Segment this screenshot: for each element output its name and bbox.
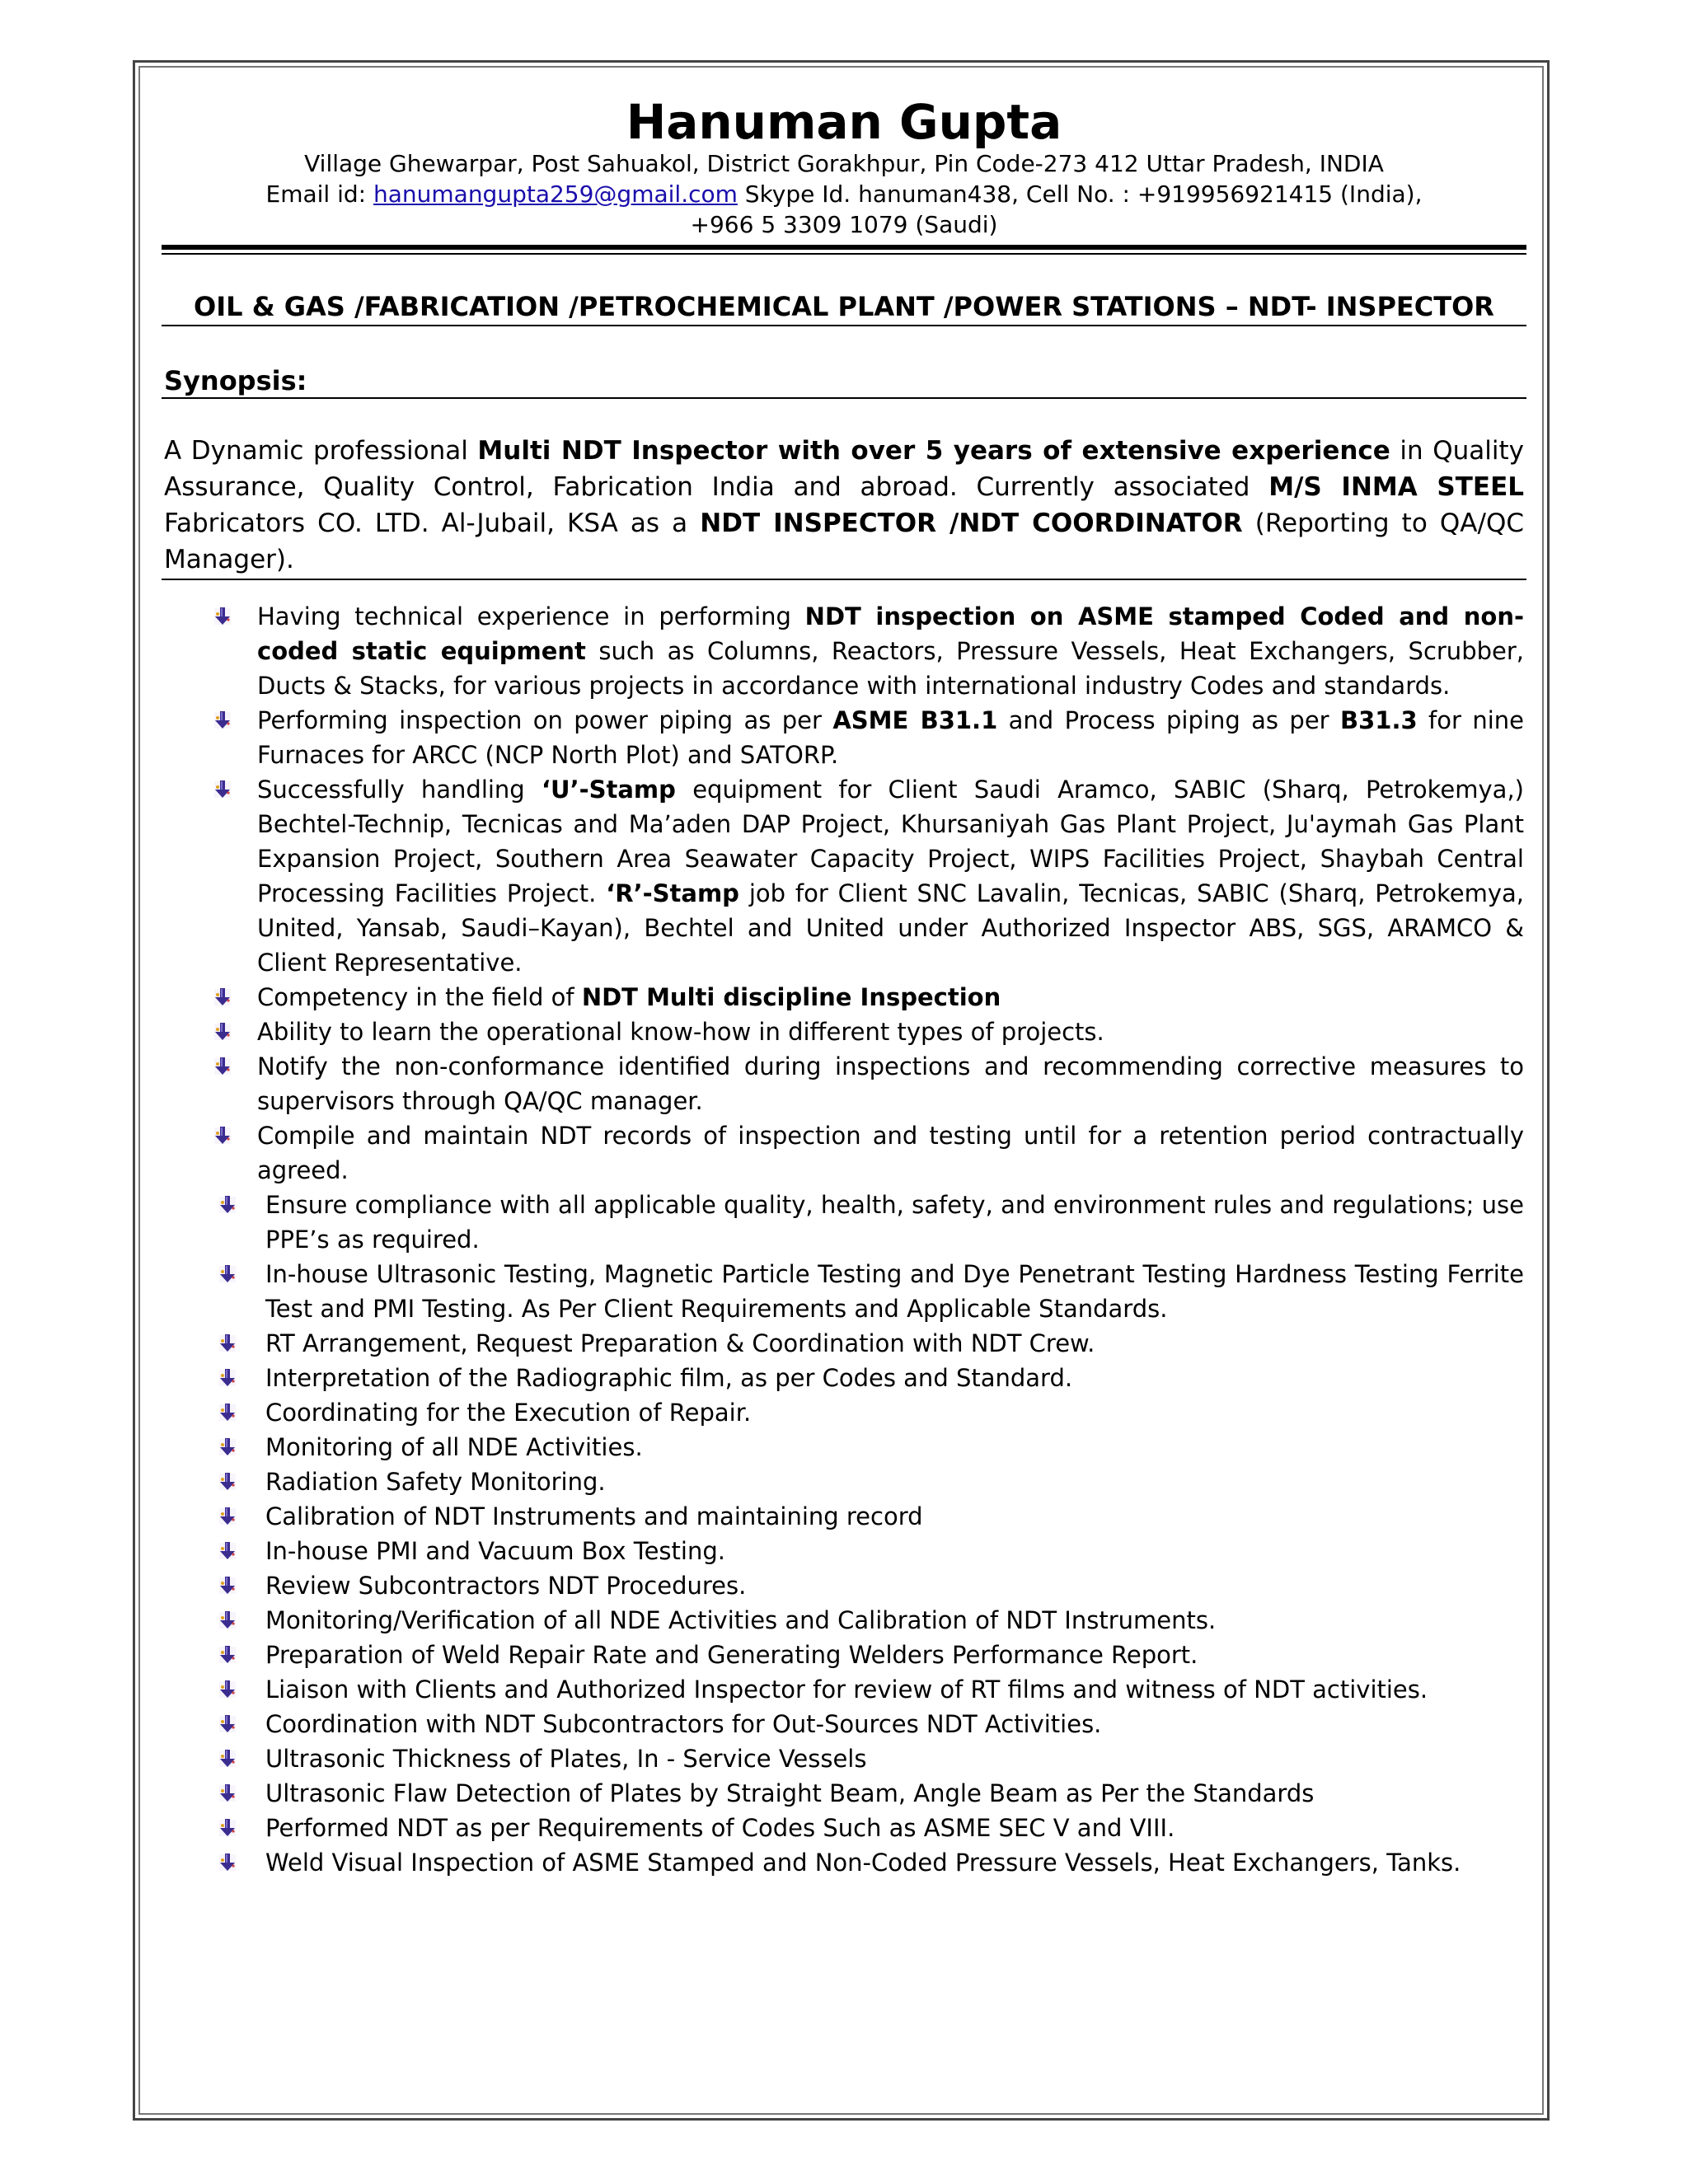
synopsis-text: Fabricators CO. LTD. Al-Jubail, KSA as a [164, 509, 701, 538]
saudi-phone: +966 5 3309 1079 (Saudi) [690, 211, 998, 238]
list-item [211, 1395, 1524, 1430]
arrow-bullet-icon [218, 1368, 237, 1388]
profile-headline: OIL & GAS /FABRICATION /PETROCHEMICAL PLANT /POWER STATIONS – NDT- INSPECTOR [194, 291, 1494, 322]
bullet-text: Coordinating for the Execution of Repair. [265, 1399, 752, 1427]
synopsis-underline [162, 397, 1526, 399]
bullet-text: Successfully handling [257, 776, 542, 804]
bullet-text: Ultrasonic Flaw Detection of Plates by Straight Beam, Angle Beam as Per the Standards [265, 1779, 1315, 1807]
email-label: Email id: [265, 180, 373, 208]
list-item [211, 1776, 1524, 1811]
bullet-text: such as Columns, Reactors, Pressure Vessels, Heat Exchangers, Scrubber, Ducts & Stacks, for various projects in accordance with international industry Codes and standards. [257, 637, 1524, 700]
list-item [211, 1707, 1524, 1741]
bullet-text: equipment for Client Saudi Aramco, SABIC (Sharq, Petrokemya,) Bechtel-Technip, Tecnicas and Ma’aden DAP Project, Khursaniyah Gas Plant Project, Ju'aymah Gas Plant Expansion Project, Southern Area Seawater Capacity Project, WIPS Facilities Project, Shaybah Central Processing Facilities Project. [257, 776, 1524, 907]
list-item [211, 1603, 1524, 1638]
list-item [211, 1257, 1524, 1326]
arrow-bullet-icon [218, 1576, 237, 1596]
bullet-bold: NDT inspection on ASME stamped Coded and non-coded static equipment [257, 602, 1524, 665]
list-item [211, 1465, 1524, 1499]
arrow-bullet-icon [218, 1680, 237, 1699]
list-item [211, 772, 1524, 980]
arrow-bullet-icon [218, 1783, 237, 1803]
bullet-text: RT Arrangement, Request Preparation & Coordination with NDT Crew. [265, 1329, 1095, 1357]
bullet-text: Notify the non-conformance identified during inspections and recommending corrective measures to supervisors through QA/QC manager. [257, 1052, 1524, 1115]
list-item [211, 1499, 1524, 1534]
bullet-text: Calibration of NDT Instruments and maintaining record [265, 1502, 923, 1530]
arrow-bullet-icon [218, 1437, 237, 1457]
list-item [211, 1741, 1524, 1776]
arrow-bullet-icon [218, 1403, 237, 1422]
arrow-bullet-icon [213, 780, 232, 799]
list-item [211, 1015, 1524, 1049]
address-line: Village Ghewarpar, Post Sahuakol, District Gorakhpur, Pin Code-273 412 Uttar Pradesh, INDIA [304, 150, 1384, 177]
bullet-text: job for Client SNC Lavalin, Tecnicas, SABIC (Sharq, Petrokemya, United, Yansab, Saudi–Kayan), Bechtel and United under Authorized Inspector ABS, SGS, ARAMCO & Client Representative. [257, 879, 1524, 977]
arrow-bullet-icon [218, 1645, 237, 1665]
arrow-bullet-icon [218, 1749, 237, 1769]
list-item [211, 1672, 1524, 1707]
bullet-text: Ultrasonic Thickness of Plates, In - Service Vessels [265, 1745, 867, 1773]
bullet-text: Radiation Safety Monitoring. [265, 1468, 606, 1496]
bullet-text: Monitoring of all NDE Activities. [265, 1433, 643, 1461]
experience-bullet-list [211, 599, 1524, 1880]
arrow-bullet-icon [218, 1264, 237, 1284]
synopsis-title: Synopsis: [164, 365, 307, 396]
synopsis-text: in Quality Assurance, Quality Control, Fabrication India and abroad. Currently associated [164, 436, 1524, 502]
bullet-text: Performed NDT as per Requirements of Codes Such as ASME SEC V and VIII. [265, 1814, 1175, 1842]
list-item [211, 1361, 1524, 1395]
header-divider-thick [162, 245, 1526, 250]
bullet-text: Weld Visual Inspection of ASME Stamped and Non-Coded Pressure Vessels, Heat Exchangers, Tanks. [265, 1849, 1461, 1877]
contact-line [0, 180, 1688, 209]
bullet-text: and Process piping as per [997, 706, 1340, 734]
contact-rest: Skype Id. hanuman438, Cell No. : +919956921415 (India), [737, 180, 1423, 208]
bullet-text: Ensure compliance with all applicable quality, health, safety, and environment rules and regulations; use PPE’s as required. [265, 1191, 1524, 1254]
arrow-bullet-icon [213, 710, 232, 730]
candidate-name: Hanuman Gupta [626, 94, 1062, 150]
list-item [211, 1845, 1524, 1880]
bullet-text: In-house PMI and Vacuum Box Testing. [265, 1537, 725, 1565]
bullet-text: Having technical experience in performing [257, 602, 805, 630]
arrow-bullet-icon [218, 1818, 237, 1838]
list-item [211, 703, 1524, 772]
arrow-bullet-icon [218, 1472, 237, 1492]
synopsis-divider [162, 579, 1526, 580]
header-divider-thin [162, 253, 1526, 255]
list-item [211, 1326, 1524, 1361]
bullet-text: In-house Ultrasonic Testing, Magnetic Particle Testing and Dye Penetrant Testing Hardness Testing Ferrite Test and PMI Testing. As Per Client Requirements and Applicable Standards. [265, 1260, 1524, 1323]
list-item [211, 1118, 1524, 1188]
bullet-bold: ASME B31.1 [832, 706, 998, 734]
arrow-bullet-icon [218, 1333, 237, 1353]
bullet-bold: ‘U’-Stamp [542, 776, 676, 804]
bullet-text: Competency in the field of [257, 983, 582, 1011]
synopsis-bold: Multi NDT Inspector with over 5 years of extensive experience [477, 436, 1390, 466]
list-item [211, 1534, 1524, 1568]
arrow-bullet-icon [213, 1126, 232, 1146]
arrow-bullet-icon [213, 987, 232, 1007]
bullet-bold: NDT Multi discipline Inspection [581, 983, 1001, 1011]
arrow-bullet-icon [213, 1022, 232, 1042]
headline-underline [162, 325, 1526, 326]
bullet-text: for nine Furnaces for ARCC (NCP North Plot) and SATORP. [257, 706, 1524, 769]
list-item [211, 1811, 1524, 1845]
bullet-text: Ability to learn the operational know-how in different types of projects. [257, 1018, 1104, 1046]
bullet-text: Performing inspection on power piping as per [257, 706, 833, 734]
bullet-bold: B31.3 [1340, 706, 1418, 734]
list-item [211, 1188, 1524, 1257]
synopsis-paragraph [164, 433, 1524, 578]
bullet-text: Interpretation of the Radiographic film, as per Codes and Standard. [265, 1364, 1073, 1392]
arrow-bullet-icon [218, 1195, 237, 1215]
arrow-bullet-icon [218, 1541, 237, 1561]
list-item [211, 1638, 1524, 1672]
bullet-text: Compile and maintain NDT records of inspection and testing until for a retention period contractually agreed. [257, 1122, 1524, 1184]
arrow-bullet-icon [218, 1507, 237, 1526]
bullet-bold: ‘R’-Stamp [606, 879, 739, 907]
email-link[interactable]: hanumangupta259@gmail.com [373, 180, 738, 208]
bullet-text: Coordination with NDT Subcontractors for Out-Sources NDT Activities. [265, 1710, 1102, 1738]
bullet-text: Liaison with Clients and Authorized Inspector for review of RT films and witness of NDT activities. [265, 1675, 1428, 1704]
arrow-bullet-icon [213, 1057, 232, 1076]
arrow-bullet-icon [213, 607, 232, 626]
bullet-text: Preparation of Weld Repair Rate and Generating Welders Performance Report. [265, 1641, 1198, 1669]
bullet-text: Monitoring/Verification of all NDE Activities and Calibration of NDT Instruments. [265, 1606, 1217, 1634]
list-item [211, 980, 1524, 1015]
list-item [211, 1568, 1524, 1603]
list-item [211, 1049, 1524, 1118]
synopsis-bold: M/S INMA STEEL [1268, 472, 1525, 502]
list-item [211, 1430, 1524, 1465]
synopsis-text: (Reporting to QA/QC Manager). [164, 509, 1524, 574]
synopsis-bold: NDT INSPECTOR /NDT COORDINATOR [700, 509, 1243, 538]
bullet-text: Review Subcontractors NDT Procedures. [265, 1572, 747, 1600]
arrow-bullet-icon [218, 1610, 237, 1630]
list-item [211, 599, 1524, 703]
synopsis-text: A Dynamic professional [164, 436, 478, 466]
arrow-bullet-icon [218, 1714, 237, 1734]
arrow-bullet-icon [218, 1853, 237, 1872]
